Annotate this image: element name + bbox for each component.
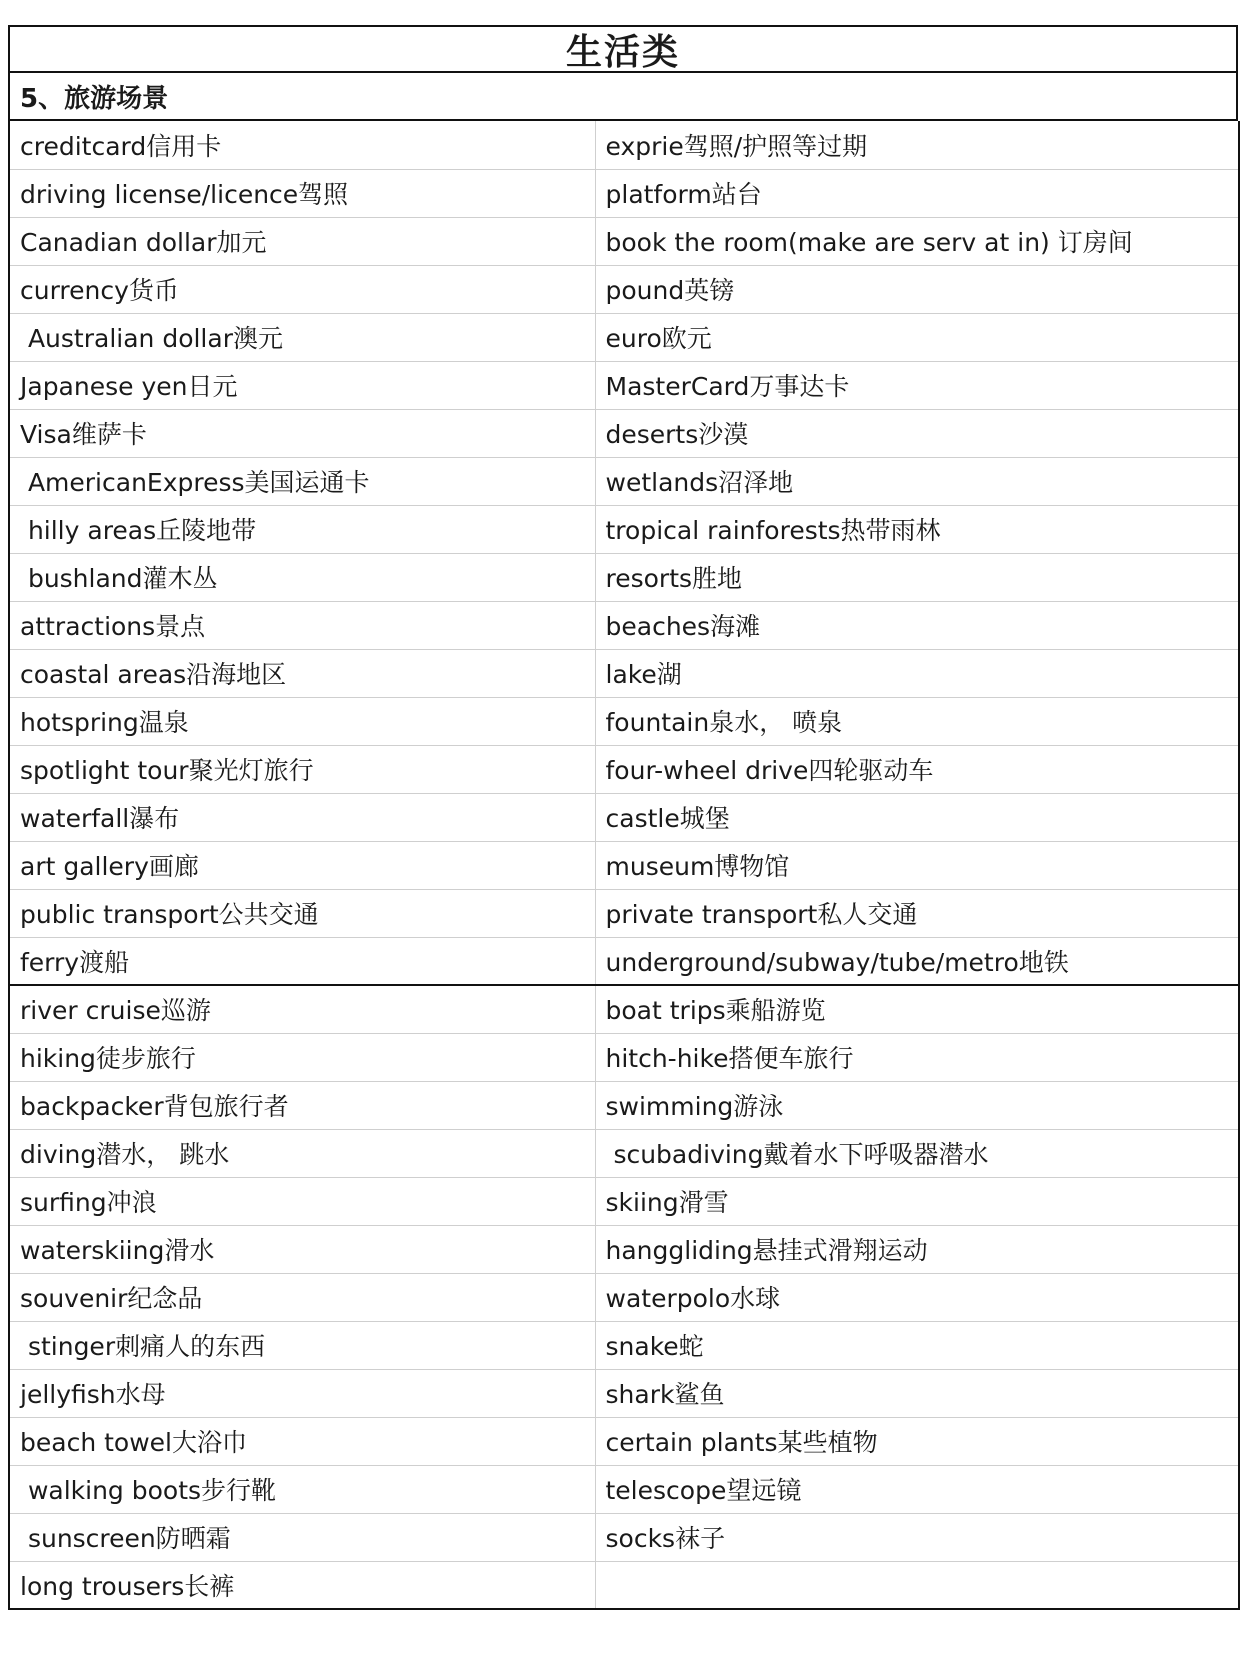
table-cell-right: platform站台 <box>595 169 1239 217</box>
table-cell-right: hitch-hike搭便车旅行 <box>595 1033 1239 1081</box>
table-cell-left: hotspring温泉 <box>9 697 595 745</box>
table-row <box>9 1129 1239 1177</box>
table-row <box>9 121 1239 169</box>
table-cell-right: skiing滑雪 <box>595 1177 1239 1225</box>
table-cell-left: long trousers长裤 <box>9 1561 595 1609</box>
table-row <box>9 601 1239 649</box>
vocabulary-sheet <box>8 25 1238 1610</box>
table-row <box>9 553 1239 601</box>
table-row <box>9 505 1239 553</box>
page-title: 生活类 <box>8 25 1238 73</box>
table-cell-left: surfing冲浪 <box>9 1177 595 1225</box>
table-cell-right: tropical rainforests热带雨林 <box>595 505 1239 553</box>
table-cell-right: deserts沙漠 <box>595 409 1239 457</box>
table-cell-left: waterskiing滑水 <box>9 1225 595 1273</box>
table-row <box>9 217 1239 265</box>
table-cell-right: boat trips乘船游览 <box>595 985 1239 1033</box>
table-row <box>9 841 1239 889</box>
table-cell-left: backpacker背包旅行者 <box>9 1081 595 1129</box>
table-row <box>9 1321 1239 1369</box>
table-cell-left: waterfall瀑布 <box>9 793 595 841</box>
table-cell-left: river cruise巡游 <box>9 985 595 1033</box>
table-cell-right: underground/subway/tube/metro地铁 <box>595 937 1239 985</box>
table-cell-right: book the room(make are serv at in) 订房间 <box>595 217 1239 265</box>
table-row <box>9 745 1239 793</box>
table-cell-right: scubadiving戴着水下呼吸器潜水 <box>595 1129 1239 1177</box>
table-cell-right: lake湖 <box>595 649 1239 697</box>
table-row <box>9 793 1239 841</box>
table-cell-left: public transport公共交通 <box>9 889 595 937</box>
table-cell-left: souvenir纪念品 <box>9 1273 595 1321</box>
table-cell-left: stinger刺痛人的东西 <box>9 1321 595 1369</box>
table-cell-right: museum博物馆 <box>595 841 1239 889</box>
vocabulary-table <box>8 121 1240 1610</box>
table-row <box>9 1225 1239 1273</box>
table-cell-left: Visa维萨卡 <box>9 409 595 457</box>
table-row <box>9 265 1239 313</box>
table-cell-left: walking boots步行靴 <box>9 1465 595 1513</box>
table-cell-right: wetlands沼泽地 <box>595 457 1239 505</box>
table-row <box>9 985 1239 1033</box>
table-row <box>9 457 1239 505</box>
table-cell-left: jellyfish水母 <box>9 1369 595 1417</box>
table-cell-right: waterpolo水球 <box>595 1273 1239 1321</box>
table-row <box>9 1465 1239 1513</box>
table-cell-right: hanggliding悬挂式滑翔运动 <box>595 1225 1239 1273</box>
table-row <box>9 1561 1239 1609</box>
table-cell-left: hiking徒步旅行 <box>9 1033 595 1081</box>
table-row <box>9 313 1239 361</box>
table-cell-right: beaches海滩 <box>595 601 1239 649</box>
table-cell-right: euro欧元 <box>595 313 1239 361</box>
table-row <box>9 937 1239 985</box>
table-cell-right: exprie驾照/护照等过期 <box>595 121 1239 169</box>
table-cell-left: spotlight tour聚光灯旅行 <box>9 745 595 793</box>
table-row <box>9 1369 1239 1417</box>
table-cell-right: telescope望远镜 <box>595 1465 1239 1513</box>
table-cell-left: currency货币 <box>9 265 595 313</box>
table-row <box>9 1513 1239 1561</box>
table-cell-right: shark鲨鱼 <box>595 1369 1239 1417</box>
table-cell-left: creditcard信用卡 <box>9 121 595 169</box>
table-cell-right: fountain泉水， 喷泉 <box>595 697 1239 745</box>
table-cell-right: resorts胜地 <box>595 553 1239 601</box>
table-row <box>9 1273 1239 1321</box>
table-row <box>9 361 1239 409</box>
table-cell-left: beach towel大浴巾 <box>9 1417 595 1465</box>
table-row <box>9 649 1239 697</box>
table-cell-left: driving license/licence驾照 <box>9 169 595 217</box>
table-cell-left: Canadian dollar加元 <box>9 217 595 265</box>
table-cell-left: hilly areas丘陵地带 <box>9 505 595 553</box>
table-cell-right: certain plants某些植物 <box>595 1417 1239 1465</box>
section-heading: 5、旅游场景 <box>8 73 1238 121</box>
table-cell-right: swimming游泳 <box>595 1081 1239 1129</box>
table-row <box>9 1417 1239 1465</box>
table-row <box>9 1081 1239 1129</box>
table-cell-left: Japanese yen日元 <box>9 361 595 409</box>
table-cell-right: snake蛇 <box>595 1321 1239 1369</box>
table-cell-left: art gallery画廊 <box>9 841 595 889</box>
table-cell-right <box>595 1561 1239 1609</box>
table-cell-left: diving潜水， 跳水 <box>9 1129 595 1177</box>
table-row <box>9 889 1239 937</box>
table-cell-right: MasterCard万事达卡 <box>595 361 1239 409</box>
table-row <box>9 409 1239 457</box>
table-row <box>9 1033 1239 1081</box>
table-row <box>9 169 1239 217</box>
table-cell-left: coastal areas沿海地区 <box>9 649 595 697</box>
table-cell-left: ferry渡船 <box>9 937 595 985</box>
table-cell-left: bushland灌木丛 <box>9 553 595 601</box>
table-cell-left: sunscreen防晒霜 <box>9 1513 595 1561</box>
table-cell-right: private transport私人交通 <box>595 889 1239 937</box>
table-row <box>9 697 1239 745</box>
table-cell-left: Australian dollar澳元 <box>9 313 595 361</box>
table-cell-right: castle城堡 <box>595 793 1239 841</box>
table-cell-left: attractions景点 <box>9 601 595 649</box>
table-cell-right: four-wheel drive四轮驱动车 <box>595 745 1239 793</box>
table-row <box>9 1177 1239 1225</box>
table-cell-right: socks袜子 <box>595 1513 1239 1561</box>
table-cell-right: pound英镑 <box>595 265 1239 313</box>
table-cell-left: AmericanExpress美国运通卡 <box>9 457 595 505</box>
